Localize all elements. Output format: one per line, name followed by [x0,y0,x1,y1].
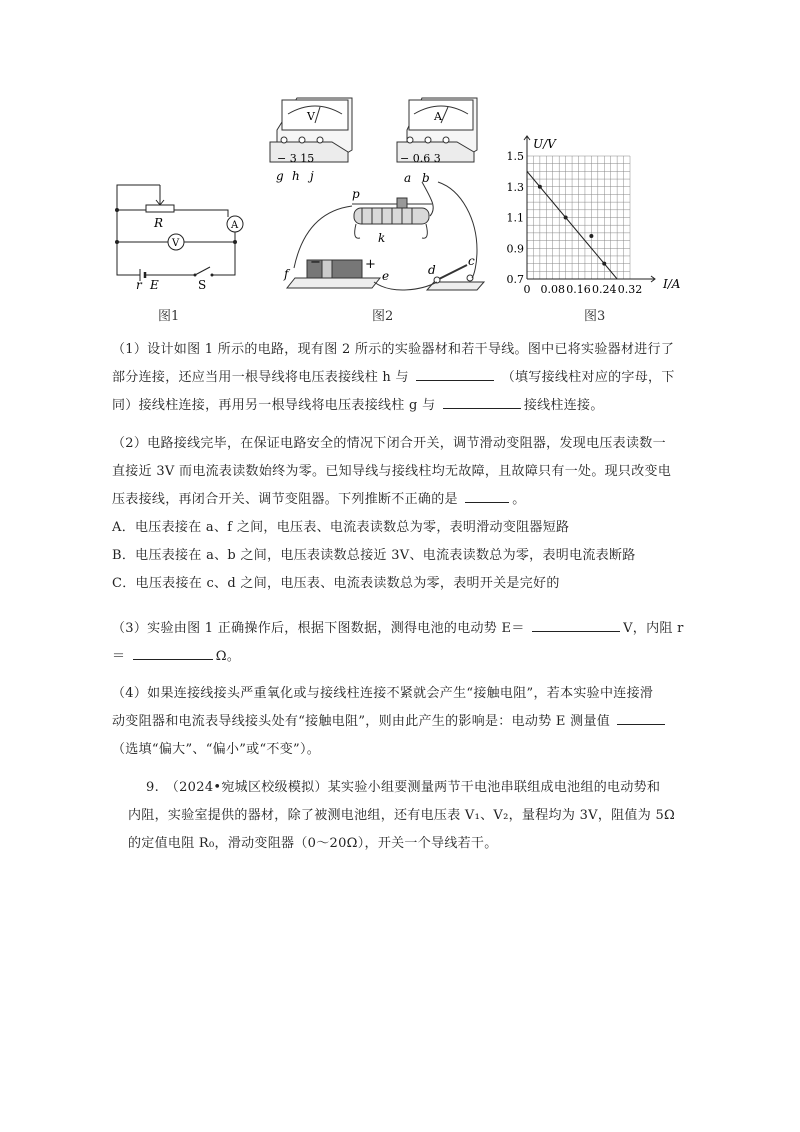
x-tick-label: 0.24 [592,283,617,296]
x-tick-label: 0.16 [566,283,591,296]
q9-line-1: 9. （2024•宛城区校级模拟）某实验小组要测量两节干电池串联组成电池组的电动势和 [146,780,661,795]
terminal-j: j [310,169,314,183]
label-ammeter: A [231,220,239,231]
question-4 [112,680,748,764]
x-tick-label: 0 [523,283,531,296]
y-tick-label: 1.3 [506,180,524,194]
question-3: （3）实验由图 1 正确操作后，根据下图数据，测得电池的电动势 E＝ V，内阻 r ＝ Ω。 [112,615,748,671]
label-E: E [150,278,159,292]
terminal-h: h [292,169,300,183]
terminal-g: g [276,169,284,183]
question-9 [128,774,748,858]
q4-line-2: 动变阻器和电流表导线接头处有“接触电阻”，则由此产生的影响是：电动势 E 测量值 [112,714,611,729]
y-tick-label: 1.5 [506,150,524,163]
y-tick-label: 1.1 [506,211,524,225]
label-minus: − [310,255,321,270]
q1-line-1: （1）设计如图 1 所示的电路，现有图 2 所示的实验器材和若干导线。图中已将实验器材进行了 [112,342,675,357]
q9-line-2: 内阻，实验室提供的器材，除了被测电池组，还有电压表 V₁、V₂，量程均为 3V，阻值为 5Ω [128,808,676,823]
label-k: k [378,231,386,245]
q2-option-a: A．电压表接在 a、f 之间，电压表、电流表读数总为零，表明滑动变阻器短路 [112,520,570,535]
chart-grid [527,156,630,279]
y-tick-label: 0.7 [506,273,524,286]
q2-line-3: 压表接线，再闭合开关、调节变阻器。下列推断不正确的是 [112,492,458,507]
voltmeter-scale: − 3 15 [277,152,315,165]
q1-blank-1[interactable] [416,366,494,381]
chart-axes [524,136,655,282]
label-p: p [352,187,360,201]
y-tick-label: 0.9 [506,242,524,256]
q4-line-1: （4）如果连接线接头严重氧化或与接线柱连接不紧就会产生“接触电阻”，若本实验中连接滑 [112,686,654,701]
q3-blank-r[interactable] [133,645,213,660]
q1-line-2b: （填写接线柱对应的字母，下 [501,370,675,385]
ammeter-symbol: A [434,110,442,123]
figure-1-caption: 图1 [158,309,180,324]
q2-line-1: （2）电路接线完毕，在保证电路安全的情况下闭合开关，调节滑动变阻器，发现电压表读数一 [112,436,666,451]
x-tick-label: 0.08 [540,283,565,296]
figure-3-chart [505,130,695,300]
figure-2-apparatus [262,90,502,302]
figure-1-circuit [110,175,245,295]
label-R: R [154,216,164,230]
rheostat-device [352,198,432,238]
q1-line-2a: 部分连接，还应当用一根导线将电压表接线柱 h 与 [112,370,409,385]
terminal-b: b [422,171,430,185]
q3-line-1a: （3）实验由图 1 正确操作后，根据下图数据，测得电池的电动势 E＝ [112,621,525,636]
q9-line-3: 的定值电阻 R₀，滑动变阻器（0～20Ω），开关一个导线若干。 [128,836,498,851]
q1-blank-2[interactable] [443,394,521,409]
label-e: e [382,269,390,283]
figure-2-caption: 图2 [372,309,394,324]
q2-option-c: C．电压表接在 c、d 之间，电压表、电流表读数总为零，表明开关是完好的 [112,576,560,591]
data-point [564,216,568,220]
q1-line-3a: 同）接线柱连接，再用另一根导线将电压表接线柱 g 与 [112,398,436,413]
data-point [602,262,606,266]
question-2: （2）电路接线完毕，在保证电路安全的情况下闭合开关，调节滑动变阻器，发现电压表读数一 直接近 3V 而电流表读数始终为零。已知导线与接线柱均无故障，且故障只有一处。现只改变电 压表接线，再闭合开关、调节变阻器。下列推断不正确的是 。 A．电压表接在 a、f 之间，电压表、电流表读数总为零，表明滑动变阻器短路 B．电压表接在 a、b 之间，电压表读数总接近 3V、电流表读数总为零，表明电流表断路 C．电压表接在 c、d 之间，电压表、电流表读数总为零，表明开关是完好的 [112,436,672,591]
q4-line-3: （选填“偏大”、“偏小”或“不变”）。 [112,742,321,757]
voltmeter-symbol: V [307,110,315,123]
label-r: r [136,278,142,292]
data-point [538,185,542,189]
label-f: f [284,267,289,281]
q2-blank[interactable] [465,488,509,503]
label-d: d [428,263,436,277]
label-voltmeter: V [172,238,180,249]
data-point [589,234,593,238]
q4-blank[interactable] [617,710,665,725]
chart-x-label: I/A [663,277,681,291]
q3-blank-E[interactable] [532,617,620,632]
label-c: c [468,254,475,268]
chart-y-label: U/V [533,137,556,151]
q2-line-2: 直接近 3V 而电流表读数始终为零。已知导线与接线柱均无故障，且故障只有一处。现只改变电 [112,464,672,479]
label-S: S [198,278,207,292]
q1-line-3b: 接线柱连接。 [523,398,604,413]
figure-3-caption: 图3 [584,309,606,324]
q2-option-b: B．电压表接在 a、b 之间，电压表读数总接近 3V、电流表读数总为零，表明电流表断路 [112,548,636,563]
terminal-a: a [404,171,412,185]
x-tick-label: 0.32 [617,283,643,296]
label-plus: + [365,257,376,272]
ammeter-scale: − 0.6 3 [400,152,441,165]
question-1 [112,336,748,420]
